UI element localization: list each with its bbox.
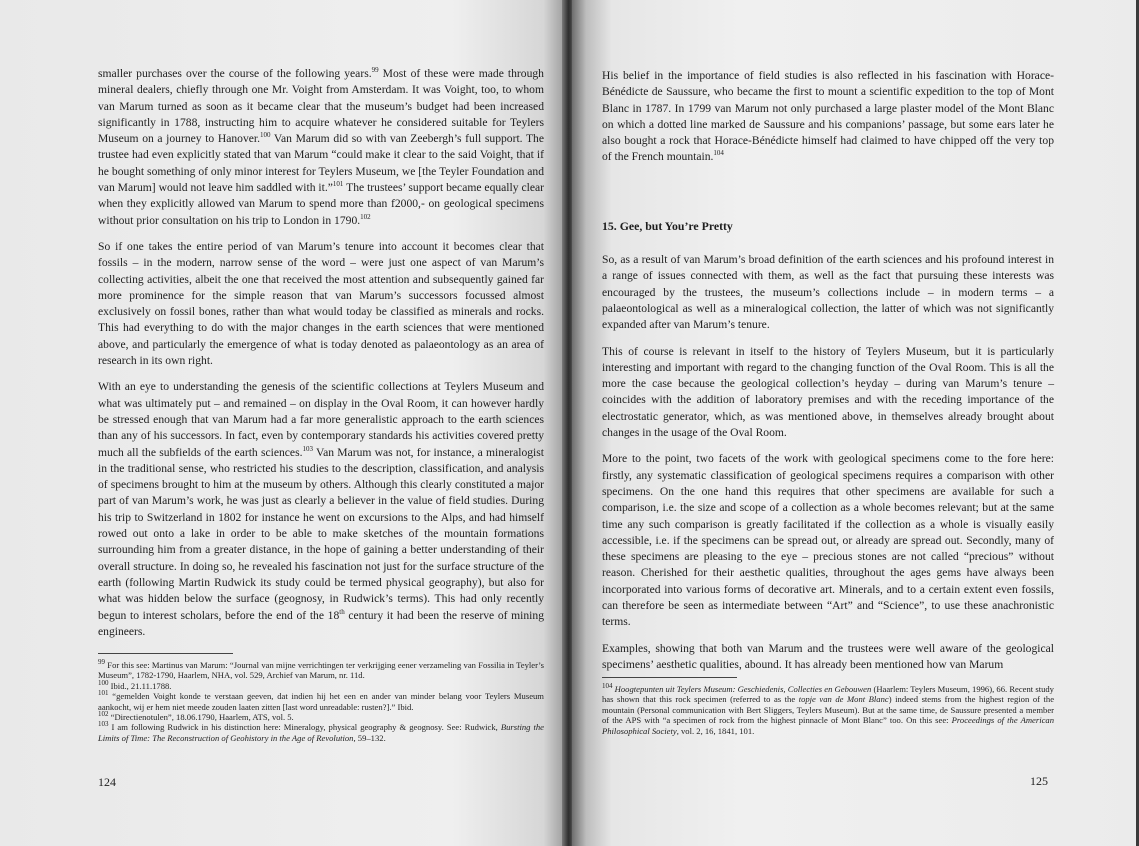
footnote-ref: 103 — [302, 444, 313, 453]
footnote-ref: 104 — [713, 149, 724, 158]
footnote-divider — [98, 653, 233, 654]
footnote-99: $^{99}$ For this see: Martinus van Marum: “Journal van mijne verrichtingen ter verkrijging eener verzameling van Fossilia in Teyler’s Museum”, 1782-1790, Haarlem, NHA, vol. 529, Archief van Marum, nr. 11d. — [98, 658, 544, 681]
left-page-body — [98, 66, 544, 650]
right-paragraph-2: So, as a result of van Marum’s broad definition of the earth sciences and his profound interest in a range of issues connected with them, as well as the fact that pursuing these interests was encouraged by the trustees, the museum’s collections include – in modern terms – a palaeontological as well as a mineralogical collection, the latter of which was not significantly expanded after van Marum’s tenure. — [602, 253, 1054, 332]
footnote-102: $^{102}$ “Directienotulen”, 18.06.1790, Haarlem, ATS, vol. 5. — [98, 710, 294, 723]
left-paragraph-2: So if one takes the entire period of van Marum’s tenure into account it becomes clear that fossils – in the modern, narrow sense of the word – were just one aspect of van Marum’s collecting activities, albeit the one that received the most attention and subsequently gained far more prominence for the simple reason that van Marum’s successors focussed almost exclusively on fossil bones, rather than what would today be classified as minerals and rocks. This had everything to do with the major changes in the earth sciences that were mentioned above, and particularly the emergence of what is today denoted as palaeontology as an area of research in its own right. — [98, 239, 544, 368]
right-footnotes — [602, 684, 1054, 736]
page-number-right: 125 — [1030, 774, 1048, 788]
footnote-ref: 102 — [360, 212, 371, 221]
right-page — [572, 0, 1139, 846]
left-paragraph-3: With an eye to understanding the genesis of the scientific collections at Teylers Museum and what was ultimately put – and remained – on display in the Oval Room, it can however hardly be stressed enough that van Marum had a far more generalistic approach to the earth sciences than any of his successors. In fact, even by contemporary standards his activities covered pretty much all the subfields of the earth sciences.$^{103}$ Van Marum was not, for instance, a mineralogist in the traditional sense, who restricted his studies to the description, classification, and analysis of specimens brought to him at the museum by others. Although this clearly constituted a major part of van Marum’s work, he was just as clearly a believer in the value of field studies. During his trip to Switzerland in 1802 for instance he went on excursions to the Alps, and had himself rowed out onto a lake in order to be able to make sketches of the mountain formations surrounding him from a greater distance, in the hope of gaining a better understanding of their overall structure. In doing so, he revealed his fascination not just for the surface structure of the earth (following Martin Rudwick its study could be termed physical geography), but also for what was hidden below the surface (geognosy, in Rudwick’s terms). This had only recently begun to interest scholars, before the end of the 18th century it had been the reserve of mining engineers. — [98, 380, 544, 638]
footnote-103: $^{103}$ I am following Rudwick in his distinction here: Mineralogy, physical geography & geognosy. See: Rudwick, Bursting the Limits of Time: The Reconstruction of Geohistory in the Age of Revolution, 59–132. — [98, 720, 544, 743]
right-paragraph-5: Examples, showing that both van Marum and the trustees were well aware of the geological specimens’ aesthetic qualities, abound. It has already been mentioned how van Marum — [602, 641, 1054, 671]
footnote-ref: 100 — [260, 131, 271, 140]
footnote-ref: 101 — [332, 180, 344, 189]
footnote-ref: 99 — [371, 66, 379, 75]
page-number-left: 124 — [98, 775, 116, 789]
left-footnotes — [98, 660, 544, 743]
right-page-body — [602, 68, 1054, 683]
section-heading: 15. Gee, but You’re Pretty — [602, 218, 733, 233]
footnote-104: $^{104}$ Hoogtepunten uit Teylers Museum: Geschiedenis, Collecties en Gebouwen (Haarlem: Teylers Museum, 1996), 66. Recent study has shown that this rock specimen (referred to as the topje van de Mont Blanc) indeed stems from the highest region of the mountain (Personal communication with Bert Sliggers, Teylers Museum). But at the same time, de Saussure presented a member of the APS with “a specimen of rock from the highest pinnacle of Mont Blanc” too. On this see: Proceedings of the American Philosophical Society, vol. 2, 16, 1841, 101. — [602, 682, 1055, 736]
right-paragraph-1: His belief in the importance of field studies is also reflected in his fascination with Horace-Bénédicte de Saussure, who became the first to mount a scientific expedition to the top of Mont Blanc in 1787. In 1799 van Marum not only purchased a large plaster model of the Mont Blanc on which a dotted line marked de Saussure and his companions’ passage, but some ears later he also bought a rock that Horace-Bénédicte himself had claimed to have chipped off the very top of the French mountain.$^{104}$ — [602, 69, 1054, 164]
footnote-divider — [602, 677, 737, 678]
right-paragraph-4: More to the point, two facets of the work with geological specimens come to the fore here: firstly, any systematic classification of geological specimens requires a comparison with other specimens. On the one hand this requires that other specimens are available for such a comparison, i.e. the size and scope of a collection as a whole becomes relevant; but at the same time any such comparison is greatly facilitated if the collection as a whole is visually easily accessible, i.e. if the specimens can be spread out, or already are spread out. Secondly, many of these specimens are pleasing to the eye – precious stones are not called “precious” without reason. Cherished for their aesthetic qualities, throughout the ages gems have always been incorporated into various forms of decorative art. Minerals, and to a certain extent even fossils, can therefore be seen as intermediate between “Art” and “Science”, to use these anachronistic terms. — [602, 452, 1054, 629]
left-paragraph-1: smaller purchases over the course of the following years.$^{99}$ Most of these were made through mineral dealers, chiefly through one Mr. Voight from Amsterdam. It was Voight, too, to whom van Marum turned as soon as it became clear that the museum’s budget had been increased significantly in 1788, instructing him to acquire whatever he considered suitable for Teylers Museum on a journey to Hanover.$^{100}$ Van Marum did so with van Zeebergh’s full support. The trustee had even explicitly stated that van Marum “could make it clear to the said Voight, that if he bought something of only minor interest for Teylers Museum, we [the Teyler Foundation and van Marum] would not leave him saddled with it.”$^{101}$ The trustees’ support became equally clear when they explicitly allowed van Marum to spend more than f2000,- on geological specimens without prior consultation on his trip to London in 1790.$^{102}$ — [98, 66, 544, 227]
footnote-100: $^{100}$ Ibid., 21.11.1788. — [98, 678, 172, 691]
right-paragraph-3: This of course is relevant in itself to the history of Teylers Museum, but it is particularly interesting and important with regard to the changing function of the Oval Room. This is all the more the case because the geological collection’s heyday – during van Marum’s tenure – coincides with the addition of laboratory premises and with the receding importance of the electrostatic generator, which, as was mentioned above, in themselves already brought about changes in the usage of the Oval Room. — [602, 344, 1054, 440]
superscript-th: th — [339, 607, 345, 616]
footnote-101: $^{101}$ “gemelden Voight konde te verstaan geeven, dat indien hij het een en ander van minder belang voor Teylers Museum aankocht, wij er hem niet meede zouden laaten zitten [last word unreadable: rusten?].” Ibid. — [98, 689, 544, 712]
left-page — [0, 0, 566, 846]
